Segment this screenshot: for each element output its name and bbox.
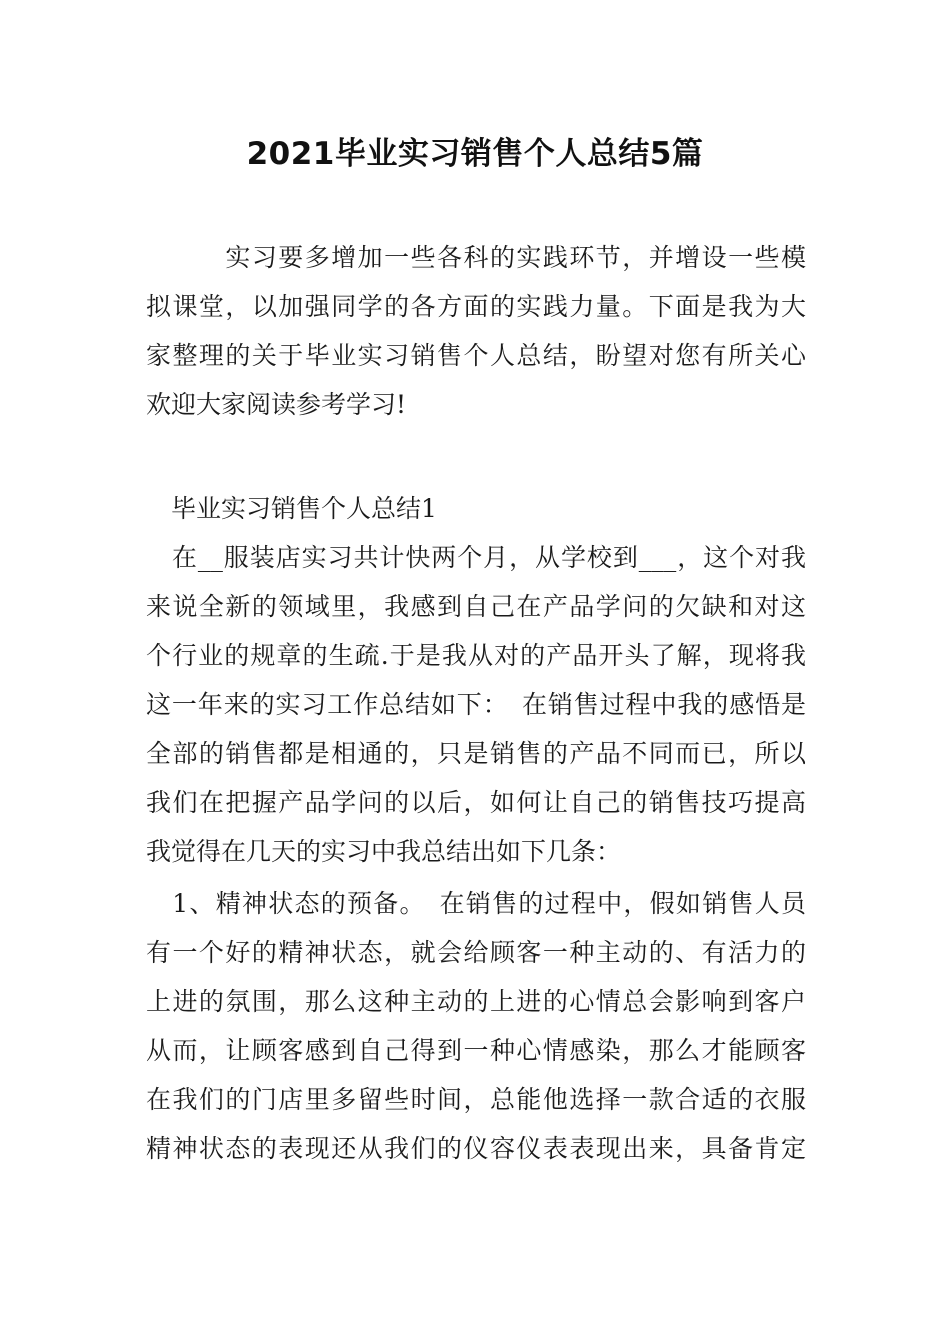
paragraph-line: 1、精神状态的预备。 在销售的过程中，假如销售人员: [146, 889, 806, 918]
paragraph-line: 家整理的关于毕业实习销售个人总结，盼望对您有所关心: [146, 341, 806, 370]
paragraph-line: 有一个好的精神状态，就会给顾客一种主动的、有活力的: [146, 938, 806, 967]
paragraph-line: 我觉得在几天的实习中我总结出如下几条：: [146, 837, 622, 866]
paragraph-line: 全部的销售都是相通的，只是销售的产品不同而已，所以: [146, 739, 806, 768]
paragraph-line: 我们在把握产品学问的以后，如何让自己的销售技巧提高: [146, 788, 806, 817]
paragraph-line: 上进的氛围，那么这种主动的上进的心情总会影响到客户: [146, 987, 806, 1016]
paragraph-line: 个行业的规章的生疏.于是我从对的产品开头了解，现将我: [146, 641, 806, 670]
paragraph-line: 在我们的门店里多留些时间，总能他选择一款合适的衣服: [146, 1085, 806, 1114]
paragraph-line: 精神状态的表现还从我们的仪容仪表表现出来，具备肯定: [146, 1134, 806, 1163]
paragraph-line: 来说全新的领域里，我感到自己在产品学问的欠缺和对这: [146, 592, 806, 621]
document-title: 2021毕业实习销售个人总结5篇: [246, 136, 704, 172]
paragraph-line: 欢迎大家阅读参考学习!: [146, 390, 407, 419]
paragraph-line: 这一年来的实习工作总结如下： 在销售过程中我的感悟是: [146, 690, 806, 719]
section-heading: 毕业实习销售个人总结1: [146, 494, 437, 523]
paragraph-line: 拟课堂，以加强同学的各方面的实践力量。下面是我为大: [146, 292, 806, 321]
paragraph-line: 从而，让顾客感到自己得到一种心情感染，那么才能顾客: [146, 1036, 806, 1065]
paragraph-line: 在__服装店实习共计快两个月，从学校到___，这个对我: [146, 543, 806, 572]
paragraph-line: 实习要多增加一些各科的实践环节，并增设一些模: [146, 243, 806, 272]
